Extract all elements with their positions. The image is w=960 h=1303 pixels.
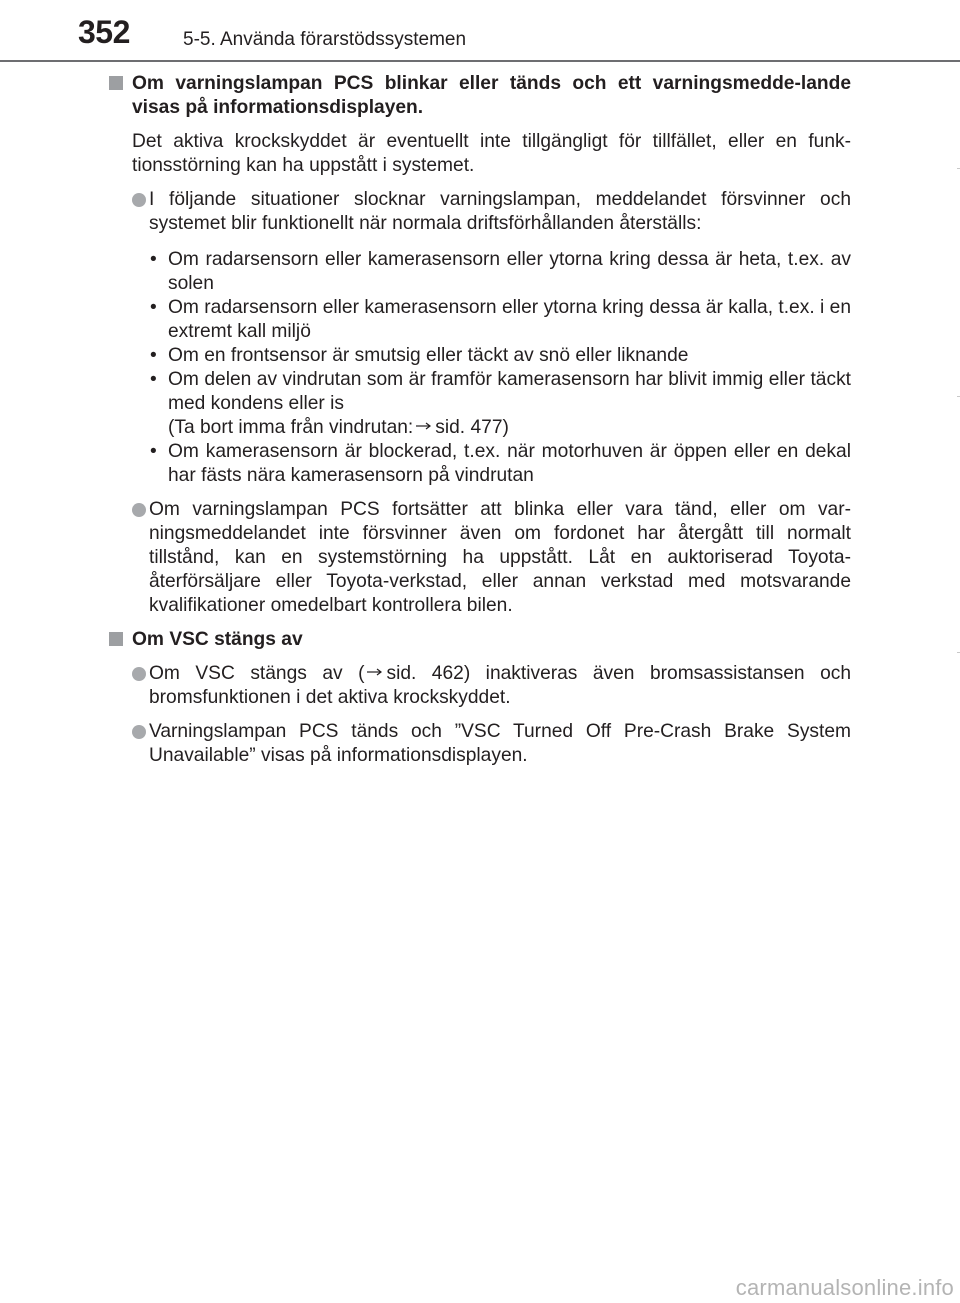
list-item [149,368,851,440]
point-dot-icon [132,193,146,207]
list-item [149,440,851,488]
point-text: Om varningslampan PCS fortsätter att blinka eller vara tänd, eller om var-ningsmeddelandet inte försvinner även om fordonet har återgått till normalt tillstånd, kan en systemstörning ha uppstått. Låt en auktoriserad Toyota-återförsäljare eller Toyota-verkstad, eller annan verkstad med motsvarande kvalifikationer omedelbart kontrollera bilen. [149,499,851,616]
point-text: Varningslampan PCS tänds och ”VSC Turned Off Pre-Crash Brake System Unavailable” visas på informationsdisplayen. [149,721,851,766]
reference-text: (Ta bort imma från vindrutan: [168,417,414,438]
list-item [149,296,851,344]
watermark: carmanualsonline.info [735,1275,954,1300]
heading-square-icon [109,76,123,90]
bullet-mark: • [150,345,157,366]
point-text: I följande situationer slocknar varningslampan, meddelandet försvinner och systemet blir funktionellt när normala driftsförhållanden återställs: [149,189,851,234]
reference-page: sid. 477) [435,417,509,438]
point-dot-icon [132,503,146,517]
list-item-text: Om radarsensorn eller kamerasensorn eller ytorna kring dessa är kalla, t.ex. i en extremt kall miljö [168,297,851,342]
point-item [109,662,851,710]
list-item-text: Om delen av vindrutan som är framför kamerasensorn har blivit immig eller täckt med kondens eller is [168,369,851,414]
list-item [149,344,851,368]
arrow-right-icon [366,667,383,677]
list-item [149,248,851,296]
point-item [109,188,851,236]
point-text-before: Om VSC stängs av ( [149,663,365,684]
section-heading-text: Om varningslampan PCS blinkar eller tänds och ett varningsmedde-lande visas på informationsdisplayen. [132,73,851,118]
section-heading [109,628,851,652]
list-item-text: Om radarsensorn eller kamerasensorn eller ytorna kring dessa är heta, t.ex. av solen [168,249,851,294]
point-dot-icon [132,725,146,739]
bullet-mark: • [150,297,157,318]
bullet-list [149,248,851,488]
list-item-text: Om kamerasensorn är blockerad, t.ex. när motorhuven är öppen eller en dekal har fästs nära kamerasensorn på vindrutan [168,441,851,486]
section-intro: Det aktiva krockskyddet är eventuellt inte tillgängligt för tillfället, eller en funk-tionsstörning kan ha uppstått i systemet. [132,131,851,176]
section-pcs-warning [109,72,851,618]
section-heading-text: Om VSC stängs av [132,629,303,650]
point-item [109,498,851,618]
bullet-mark: • [150,249,157,270]
point-item [109,720,851,768]
section-vsc-off [109,628,851,768]
bullet-mark: • [150,369,157,390]
page-header [0,0,960,62]
arrow-right-icon [415,421,432,431]
bullet-mark: • [150,441,157,462]
point-dot-icon [132,667,146,681]
page-reference[interactable] [168,416,851,440]
section-heading [109,72,851,120]
section-title: 5-5. Använda förarstödssystemen [183,29,467,50]
header-rule [0,60,960,62]
point-text-after: sid. 462) inaktiveras även bromsassistansen och bromsfunktionen i det aktiva krockskyddet. [149,663,852,708]
list-item-text: Om en frontsensor är smutsig eller täckt av snö eller liknande [168,345,689,366]
page-content [109,72,851,768]
page-number: 352 [78,14,130,50]
heading-square-icon [109,632,123,646]
